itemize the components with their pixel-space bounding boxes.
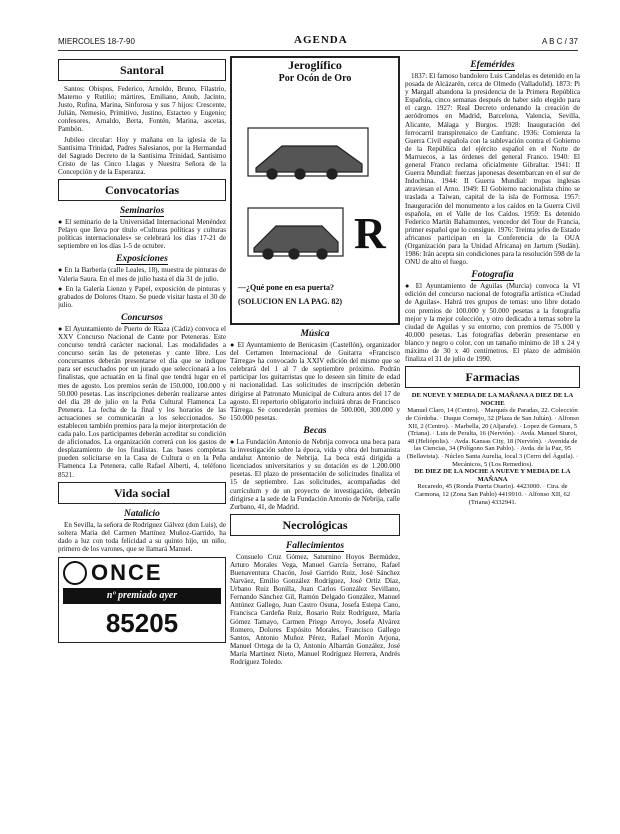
necrologicas-title: Necrológicas <box>230 514 400 536</box>
exposiciones-text-2: ● En la Galería Lienzo y Papel, exposición de pinturas y grabados de Dolores Otazo. Se puede visitar hasta el 30 de julio. <box>58 284 226 309</box>
fotografia-text: ● El Ayuntamiento de Aguilas (Murcia) convoca la VI edición del concurso nacional de fotografía artística «Ciudad de Aguilas». Habrá tres grupos de temas: uno libre dotado con premios de 100.000 y 50.000 pesetas a la fotografía mejor y la mejor colección, y otro dedicado a temas sobre la ciudad de Aguilas y su entorno, con premios de 75.000 y 40.000 pesetas. Las fotografías deberán presentarse en blanco y negro o color, con un tamaño mínimo de 18 x 24 y máximo de 30 x 40 centímetros. El plazo de admisión finaliza el 31 de julio de 1990. <box>405 282 580 364</box>
column-right <box>405 56 580 806</box>
concursos-text: ● El Ayuntamiento de Puerto de Riaza (Cádiz) convoca el XXV Concurso Nacional de Cante por Peteneras. Este concurso tendrá carácter nacional. Las modalidades a concurso serán las de peteneras y cante libre. Los concursantes deberán presentarse el día que se indique para ser escuchados por un jurado que seleccionará a los finalistas, que actuarán en la final que tendrá lugar en el mes de agosto. Los premios serán de 150.000, 100.000 y 50.000 pesetas. Las inscripciones deberán realizarse antes del día 28 de julio en la Peña Cultural Flamenca La Petenera. La fecha de la final y los horarios de las actuaciones se comunicarán a los seleccionados. Se establecen también premios para la mejor interpretación de cada palo. Los participantes deberán acreditar su condición de aficionados. La organización correrá con los gastos de desplazamiento de los finalistas. Las bases completas pueden solicitarse en la Casa de Cultura o en la Peña Flamenca La Petenera, calle Rafael Alberti, 4, teléfono 8521. <box>58 324 226 479</box>
becas-heading: Becas <box>303 425 327 436</box>
natalicio-text: En Sevilla, la señora de Rodríguez Gálvez (don Luis), de soltera María del Carmen Martínez Muñoz-Garrido, ha dado a luz con toda felicidad a su quinto hijo, un niño, primero de los varones, que se llamará Manuel. <box>58 520 226 553</box>
once-winning-number: 85205 <box>105 608 179 639</box>
seminarios-text: ● El seminario de la Universidad Internacional Menéndez Pelayo que lleva por título «Culturas políticas y culturas políticas internacionales» se celebrará los días 17-21 de septiembre en los días 1-5 de octubre. <box>58 218 226 251</box>
efemerides-text: 1837: El famoso bandolero Luis Candelas es detenido en la posada de Alcázarén, cerca de Olmedo (Valladolid). 1873: Pi y Margall abandona la presidencia de la Primera República Española, cinco semanas después de haber sido elegido para el cargo. 1927: Real Decreto ordenando la creación de aeródromos en Madrid, Barcelona, Valencia, Sevilla, Alicante, Málaga y Burgos. 1928: Inauguración del ferrocarril transpirenaico de Canfranc. 1936: Comienza la Guerra Civil española con la sublevación contra el Gobierno de la República del ejército español en el Norte de Marruecos, a las órdenes del general Franco. 1940: El general Franco reclama oficialmente Gibraltar. 1941: II Guerra Mundial: fuerzas japonesas desembarcan en el sur de Indochina. 1944: II Guerra Mundial: tropas inglesas atraviesan el Arno. 1949: El Gobierno nacionalista chino se traslada a Taiwan, capital de la isla de Formosa. 1957: Inauguración del monumento a los caídos en la Guerra Civil española, en el Valle de los Caídos. 1959: Es detenido Federico Martín Bahamontes, vencedor del Tour de Francia, primer español que lo consigue. 1976: Treinta jefes de Estado africanos participan en la Conferencia de la OUA (Organización para la Unidad Africana) en Jartum (Sudán). 1986: Irán acepta sin condiciones para la resolución 598 de la ONU de alto el fuego. <box>405 72 580 267</box>
jeroglifico-box <box>230 56 400 325</box>
once-logo: ONCE <box>63 562 223 584</box>
exposiciones-heading: Exposiciones <box>116 254 168 265</box>
jeroglifico-trains-illustration <box>242 108 392 278</box>
becas-text: ● La Fundación Antonio de Nebrija convoca una beca para la investigación sobre la época, vida y obra del humanista andaluz Antonio de Nebrija. La beca está dirigida a licenciados universitarios y su dotación es de 1.200.000 pesetas. El plazo de presentación de solicitudes finaliza el 15 de septiembre. Las solicitudes, acompañadas del currículum y de un proyecto de investigación, deberán dirigirse a la sede de la Fundación Antonio de Nebrija, calle Zurbano, 41, de Madrid. <box>230 437 400 511</box>
column-middle <box>230 56 400 806</box>
jeroglifico-author: Por Ocón de Oro <box>278 73 352 85</box>
fotografia-heading: Fotografía <box>471 270 514 281</box>
exposiciones-text-1: ● En la Barbería (calle Leales, 18), muestra de pinturas de Valeria Saura. En el mes de julio hasta el día 31 de julio. <box>58 266 226 283</box>
once-band: nº premiado ayer <box>63 588 221 604</box>
once-lottery-box <box>58 557 226 643</box>
convocatorias-title: Convocatorias <box>58 179 226 201</box>
fallecimientos-list: Consuelo Cruz Gómez, Saturnino Hoyos Bermúdez, Arturo Morales Vega, Manuel García Serrano, Rafael Buenaventura Chacón, José Garrido Ruiz, José Sánchez Narváez, Emilio González Rodríguez, José Ortiz Díaz, Urbano Ruiz Bonilla, Juan Carlos González Sevillano, Fernando Sánchez Gil, Ramón Delgado González, Manuel Antúnez Gallego, Juan Castro Osuna, Josefa Estepa Cano, Francisca Cardeña Ruiz, Rosario Ruiz Rodríguez, María Gómez Tamayo, Carmen Priego Arroyo, Josefa Alvárez Romero, Dolores Expósito Morales, Francisco Gallego Santos, Antonio Muñoz Pérez, Rafael Morón Arjona, Manuel Ortega de la O, Antonio Albarrán González, José María Martínez Nieto, Manuel Rodríguez Herrera, Andrés Rodríguez Toledo. <box>230 552 400 666</box>
column-left <box>58 56 226 806</box>
header-page-number: A B C / 37 <box>541 37 578 46</box>
jeroglifico-title: Jeroglífico <box>288 58 342 72</box>
farmacias-night-heading: DE DIEZ DE LA NOCHE A NUEVE Y MEDIA DE LA MAÑANA <box>414 468 571 483</box>
farmacias-day-heading: DE NUEVE Y MEDIA DE LA MAÑANA A DIEZ DE LA NOCHE <box>411 392 574 407</box>
santoral-saints: Santos: Obispos, Federico, Arnoldo, Bruno, Filastrio, Materno y Rutilio; mártires, Emiliano, Anub, Jacinto, Justo, Rufina, Marina, Sinforosa y sus 7 hijos: Crescente, Julián, Nemesio, Primitivo, Justino, Estacteo y Eugenio; confesores, Arnaldo, Berta, Fontén, Marina, ascetas, Pambón. <box>58 85 226 134</box>
santoral-title: Santoral <box>58 59 226 81</box>
santoral-jubileo: Jubileo circular: Hoy y mañana en la iglesia de la Santísima Trinidad, Padres Salesianos, por la Hermandad del Sagrado Decreto de la Santísima Trinidad, Santísimo Cristo de las Cinco Llagas y Nuestra Señora de la Concepción y de la Esperanza. <box>58 135 226 176</box>
musica-heading: Música <box>300 329 330 339</box>
jeroglifico-solution: (SOLUCION EN LA PAG. 82) <box>238 297 343 306</box>
once-wheel-icon <box>63 561 87 585</box>
natalicio-heading: Natalicio <box>124 508 160 519</box>
farmacias-title: Farmacias <box>405 366 580 388</box>
efemerides-heading: Efemérides <box>470 60 515 70</box>
farmacias-list <box>405 392 580 506</box>
header-date: MIERCOLES 18-7-90 <box>58 37 135 46</box>
vida-social-title: Vida social <box>58 482 226 504</box>
fallecimientos-heading: Fallecimientos <box>285 540 345 551</box>
header-section: AGENDA <box>294 34 348 46</box>
farmacias-night-list: Recaredo, 45 (Ronda Puerta Osario). 4423000. · Ctra. de Carmona, 12 (Zona San Pablo) 4419910. · Alfonso XII, 62 (Triana) 4332941. <box>414 483 571 506</box>
page-header <box>58 36 578 51</box>
seminarios-heading: Seminarios <box>119 206 165 217</box>
farmacias-day-list: Manuel Claro, 14 (Centro). · Marqués de Paradas, 22. Colección de Córdoba. · Duque Cornejo, 32 (Plaza de San Julián). · Alfonso XII, 2 (Centro). · Marbella, 20 (Aljarafe). · Lopez de Gomara, 5 (Triana). · Luis de Peralta, 16 (Nervión). · Avda. Manuel Siurot, 48 (Heliópolis). · Avda. Kansas City, 18 (Nervión). · Avenida de las Ciencias, 34 (Polígono San Pablo). · Avda. de la Paz, 95 (Bellavista). · Núcleo Santa Aurelia, local 3 (Cerro del Águila). · Mecánicos, 5 (Los Remedios). <box>405 407 580 468</box>
jeroglifico-question: —¿Qué pone en esa puerta? <box>238 283 334 292</box>
musica-text: ● El Ayuntamiento de Benicasim (Castellón), organizador del Certamen Internacional de Guitarra «Francisco Tárrega» ha convocado la XXIV edición del mismo que se celebrará del 1 al 7 de septiembre próximo. Podrán participar los guitarristas que lo deseen sin límite de edad ni nacionalidad. Las solicitudes de inscripción deberán dirigirse al Patronato Municipal de Cultura antes del 17 de agosto. El repertorio obligatorio incluirá obras de Francisco Tárrega. Se concederán premios de 500.000, 300.000 y 150.000 pesetas. <box>230 341 400 422</box>
svg-text:R: R <box>354 209 386 258</box>
concursos-heading: Concursos <box>121 312 163 323</box>
